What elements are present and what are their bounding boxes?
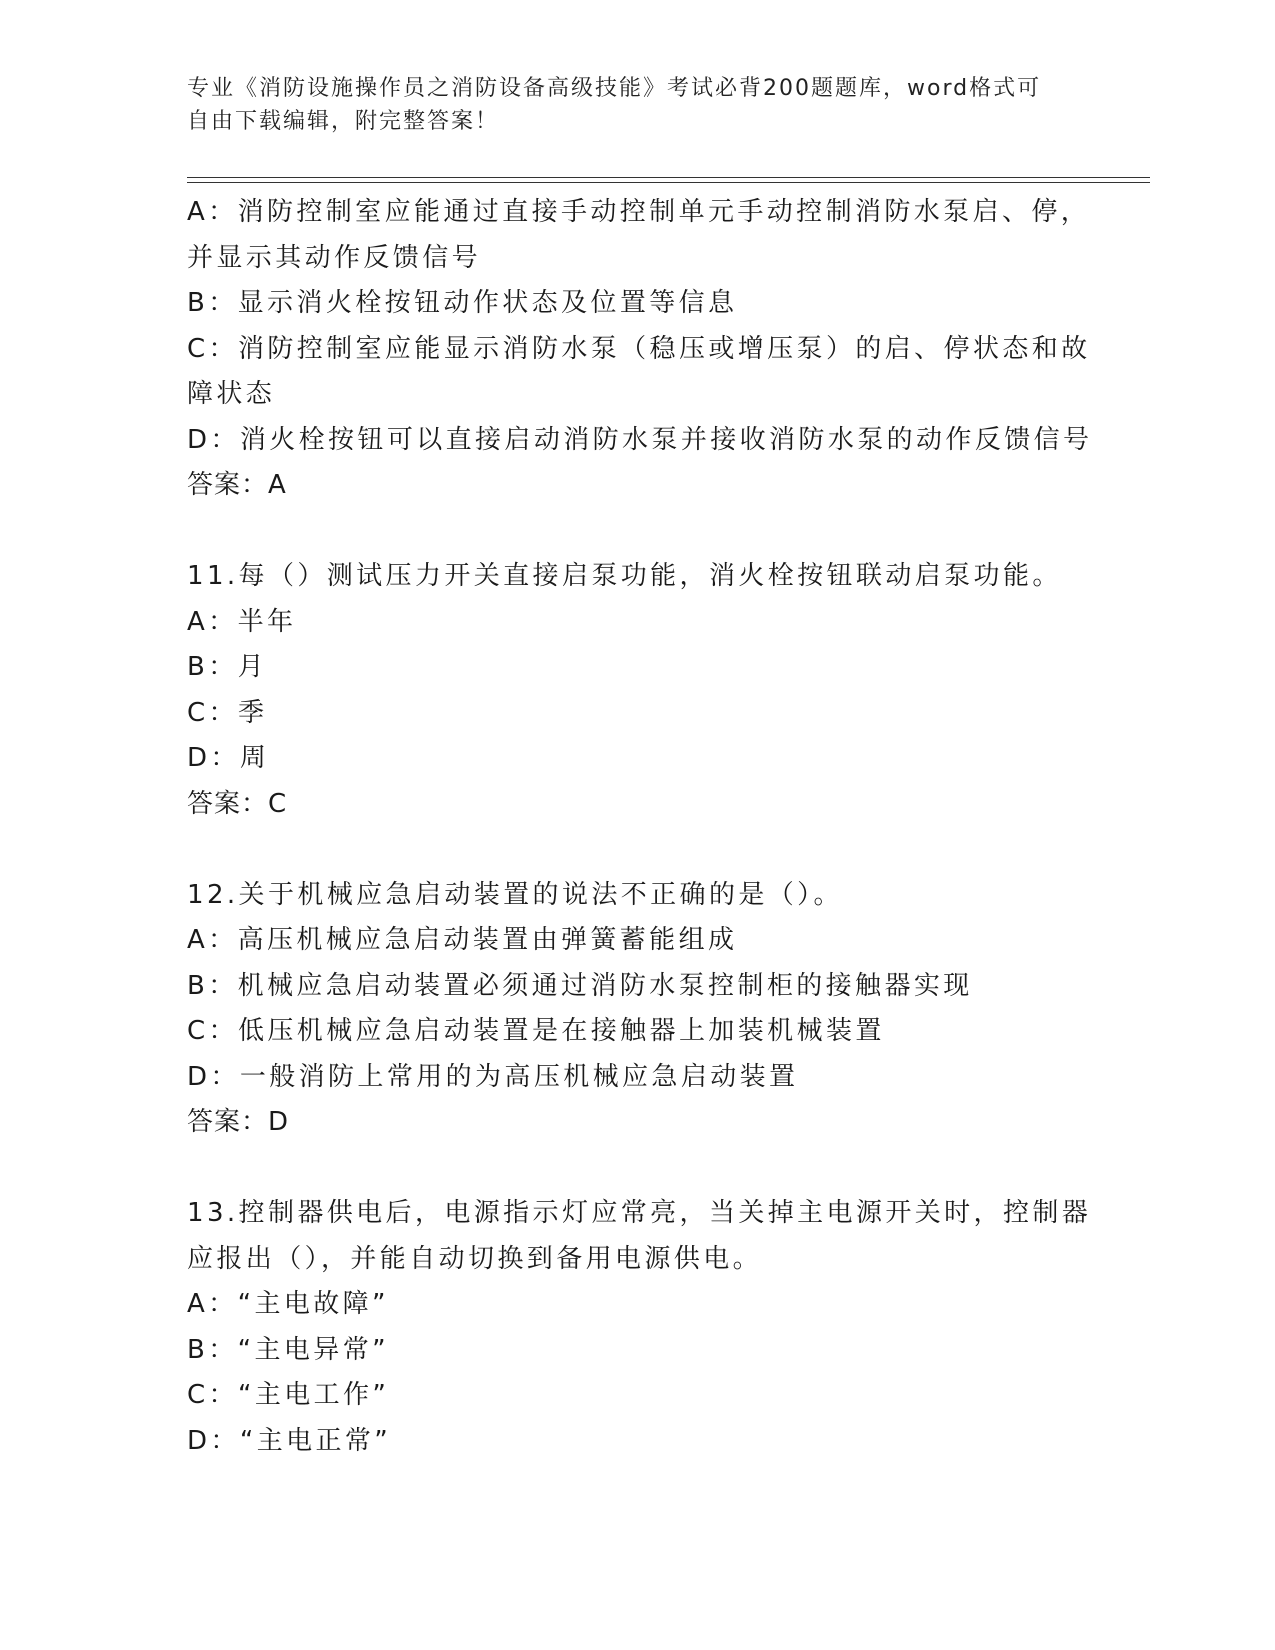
- spacer: [187, 1146, 1087, 1192]
- option-b: B：“主电异常”: [187, 1334, 389, 1365]
- question-10-options: [187, 190, 1093, 509]
- option-d: D：消火栓按钮可以直接启动消防水泵并接收消防水泵的动作反馈信号: [187, 424, 1093, 455]
- question-12: [187, 873, 1087, 1146]
- document-header: [187, 72, 1067, 138]
- question-text: 13.控制器供电后，电源指示灯应常亮，当关掉主电源开关时，控制器: [187, 1198, 1092, 1228]
- question-11: [187, 554, 1087, 827]
- spacer: [187, 827, 1087, 873]
- question-text-continued: 应报出（），并能自动切换到备用电源供电。: [187, 1243, 763, 1274]
- header-divider-bottom: [187, 182, 1150, 183]
- option-a: A：“主电故障”: [187, 1289, 389, 1319]
- header-line-1: 专业《消防设施操作员之消防设备高级技能》考试必背200题题库，word格式可: [187, 76, 1042, 101]
- answer: 答案：C: [187, 788, 288, 819]
- header-divider-top: [187, 177, 1150, 178]
- option-b: B：机械应急启动装置必须通过消防水泵控制柜的接触器实现: [187, 970, 973, 1001]
- question-list: [187, 190, 1093, 1464]
- option-a-continued: 并显示其动作反馈信号: [187, 242, 482, 273]
- option-a: A：高压机械应急启动装置由弹簧蓄能组成: [187, 925, 738, 955]
- option-a: A：半年: [187, 606, 297, 637]
- option-a: A：消防控制室应能通过直接手动控制单元手动控制消防水泵启、停，: [187, 197, 1091, 227]
- option-c: C：“主电工作”: [187, 1380, 390, 1410]
- option-c: C：消防控制室应能显示消防水泵（稳压或增压泵）的启、停状态和故: [187, 333, 1091, 364]
- question-text: 11.每（）测试压力开关直接启泵功能，消火栓按钮联动启泵功能。: [187, 561, 1062, 591]
- question-13: [187, 1191, 1092, 1464]
- option-b: B：显示消火栓按钮动作状态及位置等信息: [187, 288, 738, 318]
- spacer: [187, 509, 1087, 555]
- option-d: D：一般消防上常用的为高压机械应急启动装置: [187, 1061, 799, 1092]
- header-line-2: 自由下载编辑，附完整答案！: [187, 109, 500, 134]
- option-c-continued: 障状态: [187, 379, 276, 409]
- option-c: C：季: [187, 697, 268, 728]
- answer: 答案：A: [187, 470, 287, 500]
- question-text: 12.关于机械应急启动装置的说法不正确的是（）。: [187, 879, 843, 910]
- option-d: D：“主电正常”: [187, 1425, 392, 1456]
- option-b: B：月: [187, 652, 268, 682]
- option-d: D：周: [187, 743, 270, 773]
- answer: 答案：D: [187, 1107, 290, 1137]
- option-c: C：低压机械应急启动装置是在接触器上加装机械装置: [187, 1016, 885, 1046]
